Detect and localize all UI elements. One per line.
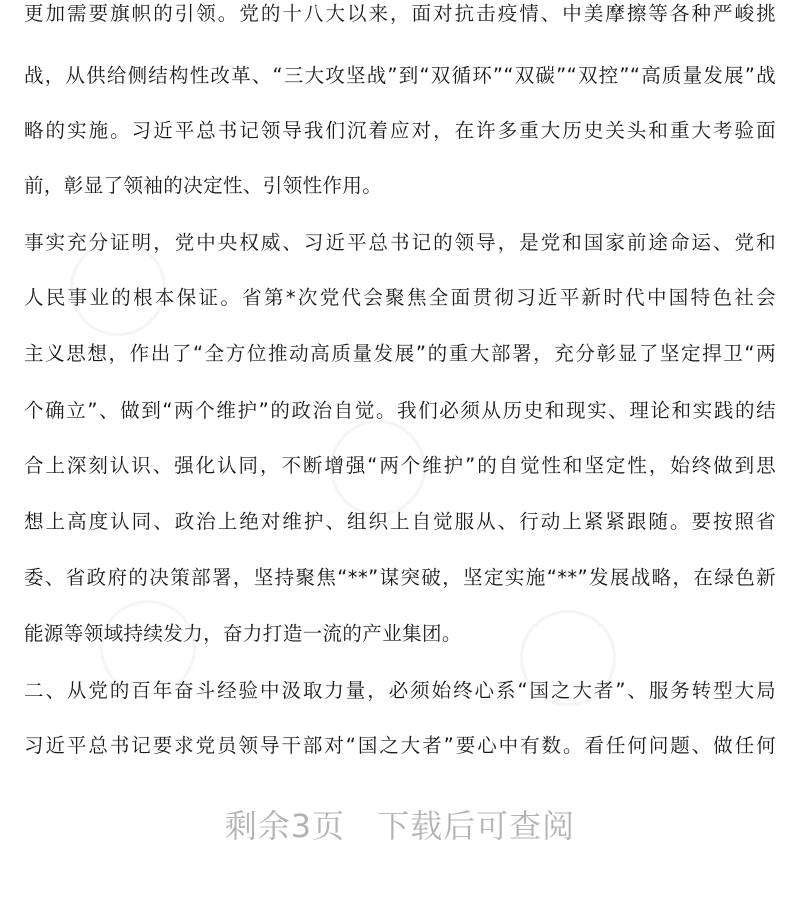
text-line: 想上高度认同、政治上绝对维护、组织上自觉服从、行动上紧紧跟随。要按照省 <box>24 510 776 533</box>
text-line: 习近平总书记要求党员领导干部对“国之大者”要心中有数。看任何问题、做任何 <box>24 734 776 757</box>
text-line: 人民事业的根本保证。省第*次党代会聚焦全面贯彻习近平新时代中国特色社会 <box>24 286 776 309</box>
text-line: 委、省政府的决策部署，坚持聚焦“**”谋突破，坚定实施“**”发展战略，在绿色新 <box>24 566 776 589</box>
text-line: 能源等领域持续发力，奋力打造一流的产业集团。 <box>24 622 462 645</box>
text-line: 更加需要旗帜的引领。党的十八大以来，面对抗击疫情、中美摩擦等各种严峻挑 <box>24 2 776 25</box>
section-heading: 二、从党的百年奋斗经验中汲取力量，必须始终心系“国之大者”、服务转型大局 <box>24 679 776 702</box>
download-to-view-label: 下载后可查阅 <box>377 807 576 845</box>
text-line: 主义思想，作出了“全方位推动高质量发展”的重大部署，充分彰显了坚定捍卫“两 <box>24 342 776 365</box>
remaining-pages-label: 剩余3页 <box>224 807 346 845</box>
download-prompt[interactable] <box>0 800 800 852</box>
text-line: 事实充分证明，党中央权威、习近平总书记的领导，是党和国家前途命运、党和 <box>24 231 776 254</box>
text-line: 合上深刻认识、强化认同，不断增强“两个维护”的自觉性和坚定性，始终做到思 <box>24 454 776 477</box>
text-line: 前，彰显了领袖的决定性、引领性作用。 <box>24 174 383 197</box>
text-line: 略的实施。习近平总书记领导我们沉着应对，在许多重大历史关头和重大考验面 <box>24 119 776 142</box>
text-line: 个确立”、做到“两个维护”的政治自觉。我们必须从历史和现实、理论和实践的结 <box>24 399 776 422</box>
text-line: 战，从供给侧结构性改革、“三大攻坚战”到“双循环”“双碳”“双控”“高质量发展”战 <box>24 64 776 87</box>
